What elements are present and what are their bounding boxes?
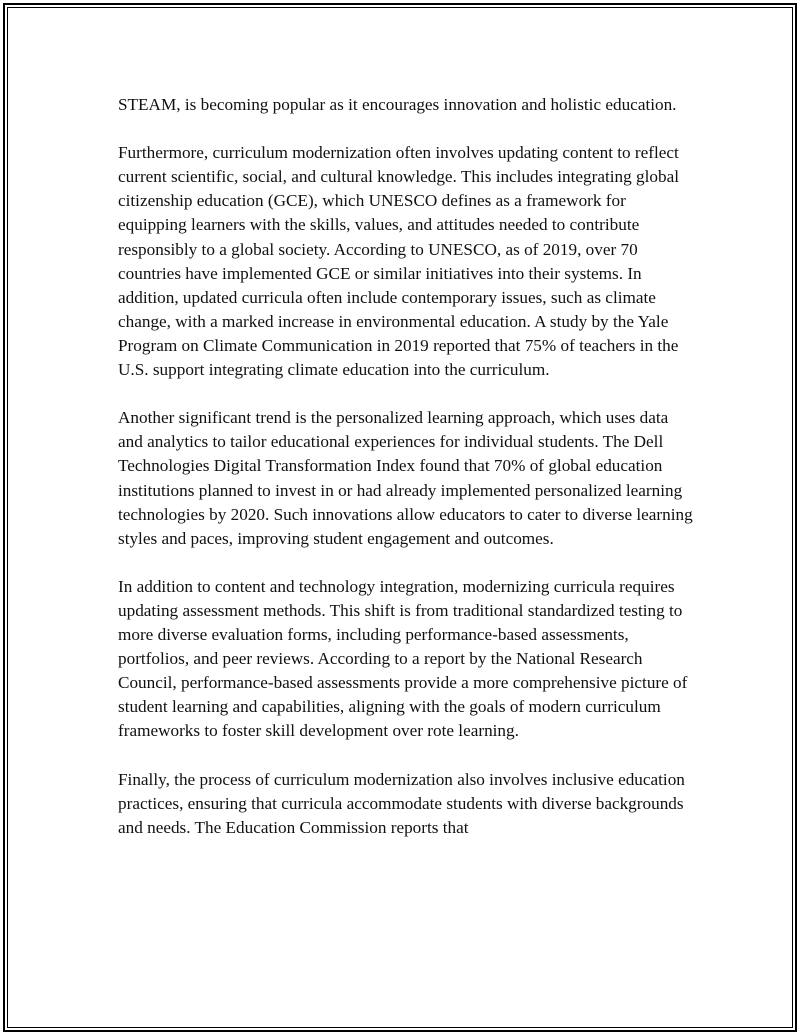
paragraph-inclusive-education: Finally, the process of curriculum modernization also involves inclusive education practices, ensuring that curricula accommodate students with diverse backgrounds and needs. The Education Commission reports that xyxy=(118,769,685,837)
paragraph-personalized-learning: Another significant trend is the personalized learning approach, which uses data and analytics to tailor educational experiences for individual students. The Dell Technologies Digital Transformation Index found that 70% of global education institutions planned to invest in or had already implemented personalized learning technologies by 2020. Such innovations allow educators to cater to diverse learning styles and paces, improving student engagement and outcomes. xyxy=(118,408,693,548)
document-body xyxy=(118,93,693,864)
paragraph-assessment-methods: In addition to content and technology integration, modernizing curricula requires updating assessment methods. This shift is from traditional standardized testing to more diverse evaluation forms, including performance-based assessments, portfolios, and peer reviews. According to a report by the National Research Council, performance-based assessments provide a more comprehensive picture of student learning and capabilities, aligning with the goals of modern curriculum frameworks to foster skill development over rote learning. xyxy=(118,576,688,741)
paragraph-curriculum-content: Furthermore, curriculum modernization often involves updating content to reflect current scientific, social, and cultural knowledge. This includes integrating global citizenship education (GCE), which UNESCO defines as a framework for equipping learners with the skills, values, and attitudes needed to contribute responsibly to a global society. According to UNESCO, as of 2019, over 70 countries have implemented GCE or similar initiatives into their systems. In addition, updated curricula often include contemporary issues, such as climate change, with a marked increase in environmental education. A study by the Yale Program on Climate Communication in 2019 reported that 75% of teachers in the U.S. support integrating climate education into the curriculum. xyxy=(118,143,679,380)
paragraph-steam-intro: STEAM, is becoming popular as it encourages innovation and holistic education. xyxy=(118,95,677,114)
